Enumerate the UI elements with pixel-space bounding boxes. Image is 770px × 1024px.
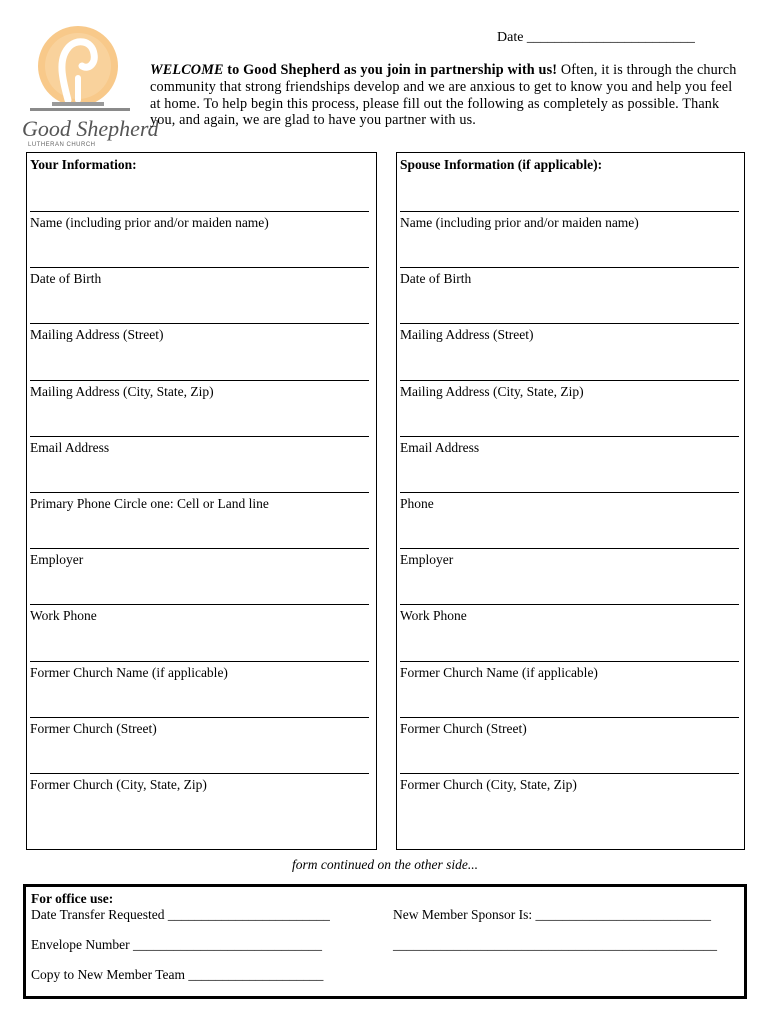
spouse-info-field-label: Former Church Name (if applicable) [400, 664, 598, 680]
your-info-field-line[interactable] [30, 380, 369, 381]
your-info-field-2[interactable] [30, 267, 369, 307]
your-info-field-line[interactable] [30, 548, 369, 549]
spouse-info-field-3[interactable] [400, 323, 739, 363]
your-info-field-3[interactable] [30, 323, 369, 363]
welcome-body-text: Often, it is through the church community that strong friendships develop and we are anxious to get to know you and help you feel at home. To help begin this process, please fill out the following as completely as possible. Thank you, and again, we are glad to have you partner with us. [150, 62, 737, 129]
spouse-info-field-label: Employer [400, 552, 454, 568]
your-info-field-label: Email Address [30, 439, 110, 455]
your-info-field-line[interactable] [30, 492, 369, 493]
spouse-information-title: Spouse Information (if applicable): [400, 157, 603, 172]
your-info-field-6[interactable] [30, 492, 369, 532]
your-info-field-line[interactable] [30, 773, 369, 774]
your-info-field-4[interactable] [30, 380, 369, 420]
your-info-field-label: Former Church (Street) [30, 720, 157, 736]
spouse-info-field-label: Former Church (Street) [400, 720, 527, 736]
spouse-info-field-5[interactable] [400, 436, 739, 476]
spouse-info-field-10[interactable] [400, 717, 739, 757]
spouse-info-field-label: Mailing Address (City, State, Zip) [400, 383, 584, 399]
your-info-field-5[interactable] [30, 436, 369, 476]
spouse-info-field-line[interactable] [400, 661, 739, 662]
spouse-info-field-label: Phone [400, 496, 434, 511]
spouse-info-field-label: Date of Birth [400, 271, 472, 287]
your-info-field-label: Work Phone [30, 608, 97, 624]
spouse-info-field-8[interactable] [400, 604, 739, 644]
your-info-field-9[interactable] [30, 661, 369, 701]
your-info-field-label: Former Church (City, State, Zip) [30, 777, 207, 792]
spouse-info-field-line[interactable] [400, 604, 739, 605]
your-info-field-label: Mailing Address (City, State, Zip) [30, 383, 214, 399]
your-info-field-10[interactable] [30, 717, 369, 757]
your-info-field-8[interactable] [30, 604, 369, 644]
your-information-box [26, 152, 377, 850]
your-info-field-1[interactable] [30, 211, 369, 251]
your-info-field-line[interactable] [30, 717, 369, 718]
welcome-bold-text: to Good Shepherd as you join in partnership with us! [223, 62, 558, 78]
your-info-field-11[interactable] [30, 773, 369, 813]
spouse-info-field-1[interactable] [400, 211, 739, 251]
spouse-info-field-line[interactable] [400, 211, 739, 212]
your-information-title: Your Information: [30, 157, 137, 172]
spouse-info-field-line[interactable] [400, 492, 739, 493]
spouse-info-field-line[interactable] [400, 773, 739, 774]
spouse-information-box [396, 152, 745, 850]
welcome-word: WELCOME [150, 62, 224, 78]
logo-text: Good Shepherd [22, 116, 159, 141]
spouse-info-field-2[interactable] [400, 267, 739, 307]
your-info-field-line[interactable] [30, 211, 369, 212]
spouse-info-field-label: Former Church (City, State, Zip) [400, 777, 577, 792]
your-info-field-label: Date of Birth [30, 271, 102, 287]
spouse-info-field-line[interactable] [400, 548, 739, 549]
svg-text:LUTHERAN CHURCH: LUTHERAN CHURCH [28, 142, 96, 148]
spouse-info-field-label: Work Phone [400, 608, 467, 624]
copy-to-team-field[interactable]: Copy to New Member Team ____________________ [31, 967, 324, 982]
spouse-info-field-line[interactable] [400, 717, 739, 718]
spouse-info-field-label: Name (including prior and/or maiden name) [400, 215, 639, 230]
spouse-info-field-line[interactable] [400, 267, 739, 268]
your-info-field-label: Former Church Name (if applicable) [30, 664, 228, 680]
spouse-info-field-4[interactable] [400, 380, 739, 420]
your-info-field-label: Employer [30, 552, 84, 568]
shepherd-crook-bulb-logo-icon [18, 18, 159, 148]
your-info-field-line[interactable] [30, 267, 369, 268]
office-use-heading: For office use: [31, 891, 114, 906]
envelope-number-field[interactable]: Envelope Number ____________________________ [31, 937, 322, 952]
your-info-field-line[interactable] [30, 323, 369, 324]
spouse-info-field-line[interactable] [400, 436, 739, 437]
spouse-info-field-line[interactable] [400, 323, 739, 324]
your-info-field-line[interactable] [30, 436, 369, 437]
your-info-field-line[interactable] [30, 604, 369, 605]
spouse-info-field-9[interactable] [400, 661, 739, 701]
spouse-info-field-label: Mailing Address (Street) [400, 327, 534, 343]
your-info-field-label: Mailing Address (Street) [30, 327, 164, 343]
spouse-info-field-11[interactable] [400, 773, 739, 813]
continued-note: form continued on the other side... [292, 857, 478, 872]
your-info-field-label: Primary Phone Circle one: Cell or Land line [30, 496, 269, 511]
spouse-info-field-6[interactable] [400, 492, 739, 532]
your-info-field-label: Name (including prior and/or maiden name) [30, 215, 269, 230]
spouse-info-field-7[interactable] [400, 548, 739, 588]
spouse-info-field-label: Email Address [400, 439, 480, 455]
date-transfer-field[interactable]: Date Transfer Requested ________________________ [31, 907, 330, 922]
office-use-box [23, 884, 747, 999]
date-field[interactable]: Date ________________________ [497, 30, 695, 45]
spouse-info-field-line[interactable] [400, 380, 739, 381]
your-info-field-7[interactable] [30, 548, 369, 588]
church-logo [18, 18, 159, 148]
sponsor-field-line2[interactable]: ________________________________________________ [393, 937, 717, 952]
your-info-field-line[interactable] [30, 661, 369, 662]
welcome-paragraph [150, 62, 740, 129]
sponsor-field[interactable]: New Member Sponsor Is: __________________________ [393, 907, 711, 922]
